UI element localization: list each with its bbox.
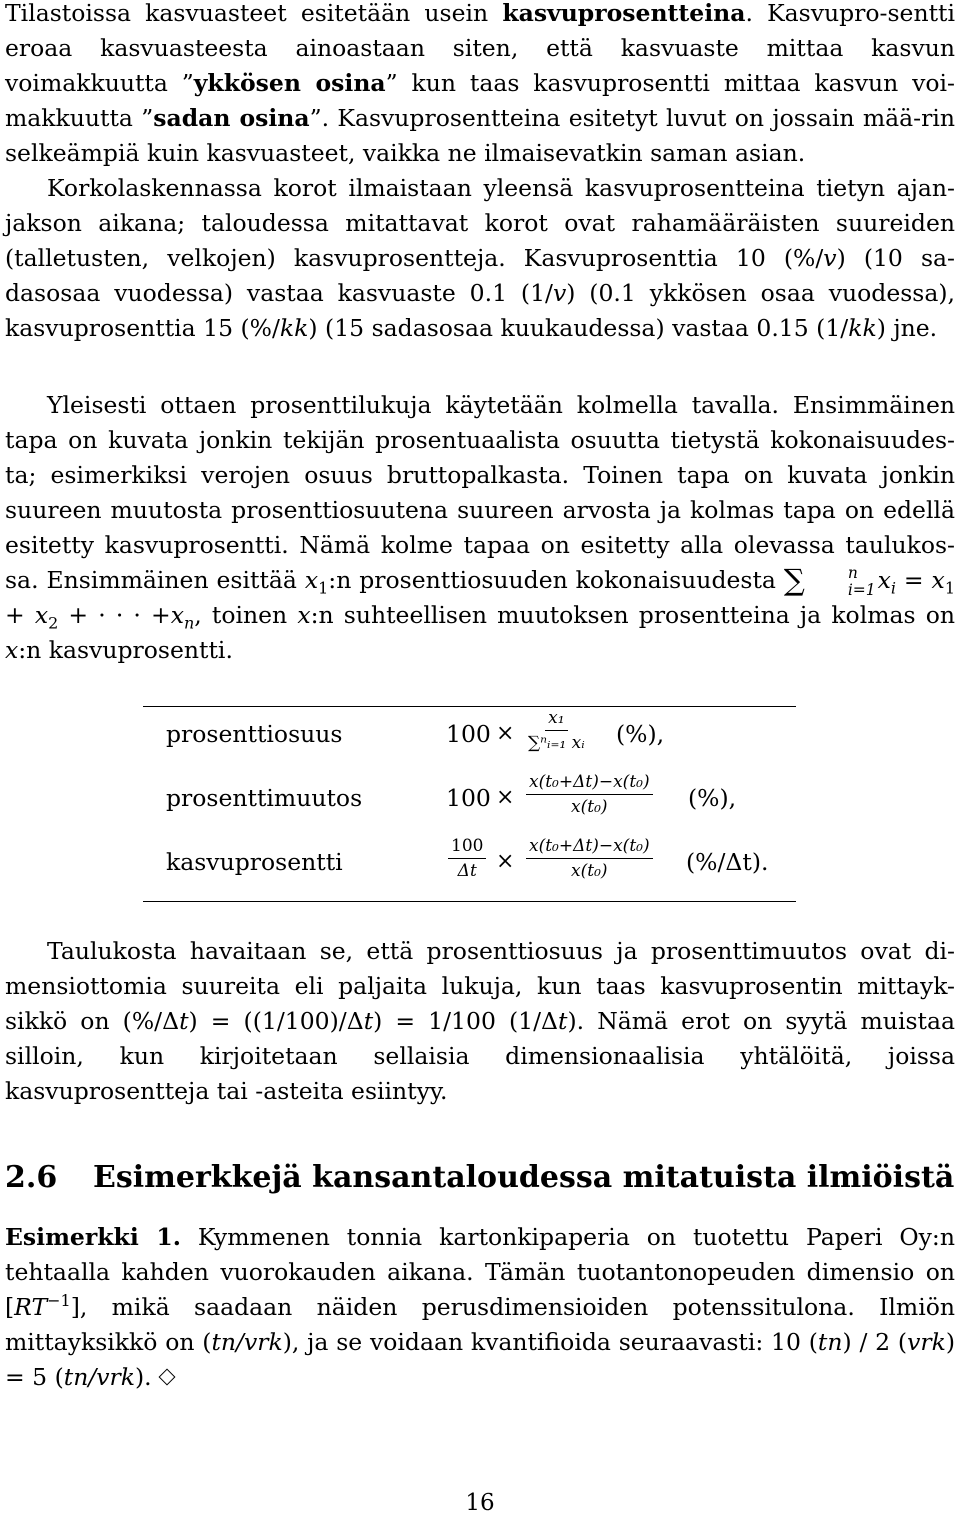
times-symbol: × bbox=[496, 785, 515, 810]
fraction-denominator: ∑ⁿᵢ₌₁ xᵢ bbox=[528, 733, 585, 753]
text-run: Tilastoissa kasvuasteet esitetään usein bbox=[5, 0, 503, 27]
row-unit: (%/Δt). bbox=[686, 848, 769, 876]
page-number: 16 bbox=[465, 1490, 495, 1516]
paragraph-three-ways bbox=[5, 388, 955, 668]
row-label: prosenttiosuus bbox=[166, 720, 343, 748]
math-subscript: n bbox=[184, 613, 195, 633]
text-run: ), ja se voidaan kvantifioida seuraavasti: 10 ( bbox=[282, 1328, 818, 1356]
math-var: x bbox=[931, 566, 945, 594]
section-title: Esimerkkejä kansantaloudessa mitatuista ilmiöistä bbox=[93, 1160, 955, 1195]
text-run: ). Nämä erot on syytä muistaa silloin, kun kirjoitetaan sellaisia dimensionaalisia yhtälöitä, joissa kasvuprosentteja tai -asteita esiintyy. bbox=[5, 1007, 955, 1105]
math-var: RT bbox=[14, 1293, 48, 1321]
math-var: vrk bbox=[907, 1328, 946, 1356]
text-run: Yleisesti ottaen prosenttilukuja käytetään kolmella tavalla. Ensimmäinen tapa on kuvata jonkin tekijän prosentuaalista osuutta tietystä kokonaisuudes-ta; esimerkiksi verojen osuus bruttopalkasta. Toinen tapa on kuvata jonkin suureen muutosta prosenttiosuutena suureen arvosta ja kolmas tapa on edellä esitetty kasvuprosentti. Nämä kolme tapaa on esitetty alla olevassa taulukos-sa. Ensimmäinen esittää bbox=[5, 391, 955, 594]
text-run: ) = ((1/100)/Δ bbox=[188, 1007, 364, 1035]
text-run: ) (15 sadasosaa kuukaudessa) vastaa 0.15 (1/ bbox=[308, 314, 849, 342]
row-unit: (%), bbox=[688, 784, 737, 812]
math-var: x bbox=[34, 601, 49, 629]
row-label: kasvuprosentti bbox=[166, 848, 343, 876]
text-run: :n kasvuprosentti. bbox=[18, 636, 233, 664]
text-run: ) (0.1 ykkösen osaa vuodessa), kasvuprosenttia 15 (%/ bbox=[5, 279, 955, 342]
math-superscript: −1 bbox=[47, 1291, 71, 1311]
math-op: + · · · + bbox=[58, 601, 171, 629]
fraction-numerator: x(t₀+Δt)−x(t₀) bbox=[526, 836, 653, 859]
row-factor-fraction bbox=[448, 836, 486, 881]
row-fraction bbox=[528, 708, 585, 753]
bold-term: sadan osina bbox=[153, 104, 310, 132]
section-number: 2.6 bbox=[5, 1160, 58, 1195]
times-symbol: × bbox=[496, 721, 515, 746]
math-var: v bbox=[823, 244, 837, 272]
math-var: t bbox=[558, 1007, 568, 1035]
table-row-prosenttimuutos bbox=[166, 770, 786, 826]
math-subscript: i bbox=[890, 578, 896, 598]
math-op: = bbox=[896, 566, 932, 594]
table-row-prosenttiosuus bbox=[166, 706, 786, 762]
bold-term: kasvuprosentteina bbox=[502, 0, 746, 27]
text-run: Taulukosta havaitaan se, että prosenttiosuus ja prosenttimuutos ovat di-mensiottomia suureita eli paljaita lukuja, kun taas kasvuprosentin mittayk-sikkö on (%/Δ bbox=[5, 937, 955, 1035]
sum-lower-limit: i=1 bbox=[847, 580, 876, 599]
text-run: ) (10 sa-dasosaa vuodessa) vastaa kasvuaste 0.1 (1/ bbox=[5, 244, 955, 307]
text-run: ) = 1/100 (1/Δ bbox=[373, 1007, 559, 1035]
math-var: kk bbox=[279, 314, 309, 342]
math-var: kk bbox=[848, 314, 877, 342]
factor-numerator: 100 bbox=[448, 836, 486, 859]
row-factor: 100 bbox=[446, 784, 491, 812]
row-label: prosenttimuutos bbox=[166, 784, 363, 812]
table-bottom-rule bbox=[143, 901, 796, 902]
fraction-numerator: x(t₀+Δt)−x(t₀) bbox=[526, 772, 653, 795]
row-fraction bbox=[526, 836, 653, 881]
math-var: x bbox=[304, 566, 319, 594]
row-factor: 100 bbox=[446, 720, 491, 748]
text-run: ) jne. bbox=[876, 314, 938, 342]
math-var: tn/vrk bbox=[63, 1363, 135, 1391]
text-run: ) = 5 ( bbox=[5, 1328, 956, 1391]
text-run: . Kasvupro-sentti eroaa kasvuasteesta ainoastaan siten, että kasvuaste mittaa kasvun voimakkuutta ” bbox=[5, 0, 955, 97]
bold-term: ykkösen osina bbox=[193, 69, 386, 97]
math-var: v bbox=[552, 279, 567, 307]
math-subscript: 1 bbox=[944, 578, 955, 598]
factor-denominator: Δt bbox=[457, 861, 477, 881]
math-var: x bbox=[297, 601, 311, 629]
text-run: :n prosenttiosuuden kokonaisuudesta bbox=[328, 566, 784, 594]
summation-limits bbox=[806, 565, 876, 598]
math-var: t bbox=[179, 1007, 189, 1035]
math-var: x bbox=[5, 636, 19, 664]
row-unit: (%), bbox=[616, 720, 665, 748]
math-var: tn/vrk bbox=[211, 1328, 283, 1356]
math-subscript: 2 bbox=[48, 613, 59, 633]
text-run: Kymmenen tonnia kartonkipaperia on tuotettu Paperi Oy:n tehtaalla kahden vuorokauden aikana. Tämän tuotantonopeuden dimensio on [ bbox=[5, 1223, 955, 1321]
paragraph-example-1 bbox=[5, 1220, 955, 1395]
paragraph-interest-rates bbox=[5, 171, 955, 346]
math-subscript: 1 bbox=[318, 578, 329, 598]
section-heading bbox=[5, 1160, 955, 1195]
paragraph-table-discussion bbox=[5, 934, 955, 1109]
text-run: , toinen bbox=[194, 601, 298, 629]
math-var: tn bbox=[817, 1328, 843, 1356]
summation-symbol: ∑ bbox=[783, 563, 805, 597]
math-var: x bbox=[877, 566, 891, 594]
sum-upper-limit: n bbox=[847, 564, 858, 583]
end-of-example-diamond-icon bbox=[158, 1369, 175, 1386]
fraction-numerator: x₁ bbox=[545, 708, 567, 731]
row-fraction bbox=[526, 772, 653, 817]
math-var: t bbox=[363, 1007, 374, 1035]
text-run: ], mikä saadaan näiden perusdimensioiden potenssitulona. Ilmiön mittayksikkö on ( bbox=[5, 1293, 955, 1356]
text-run: ) / 2 ( bbox=[842, 1328, 908, 1356]
text-run: ”. Kasvuprosentteina esitetyt luvut on jossain mää-rin selkeämpiä kuin kasvuasteet, vaikka ne ilmaisevatkin saman asian. bbox=[5, 104, 955, 167]
text-run: ” kun taas kasvuprosentti mittaa kasvun voi-makkuutta ” bbox=[5, 69, 955, 132]
text-run: Korkolaskennassa korot ilmaistaan yleensä kasvuprosentteina tietyn ajan-jakson aikana; taloudessa mitattavat korot ovat rahamääräisten suureiden (talletusten, velkojen) kasvuprosentteja. Kasvuprosenttia 10 (%/ bbox=[5, 174, 955, 272]
table-row-kasvuprosentti bbox=[166, 834, 786, 890]
math-var: x bbox=[170, 601, 184, 629]
example-label: Esimerkki 1. bbox=[5, 1223, 181, 1251]
times-symbol: × bbox=[496, 849, 515, 874]
math-op: + bbox=[5, 601, 35, 629]
fraction-denominator: x(t₀) bbox=[571, 861, 608, 881]
fraction-denominator: x(t₀) bbox=[571, 797, 608, 817]
text-run: ). bbox=[135, 1363, 152, 1391]
paragraph-growth-percentages bbox=[5, 0, 955, 171]
text-run: :n suhteellisen muutoksen prosentteina ja kolmas on bbox=[310, 601, 955, 629]
